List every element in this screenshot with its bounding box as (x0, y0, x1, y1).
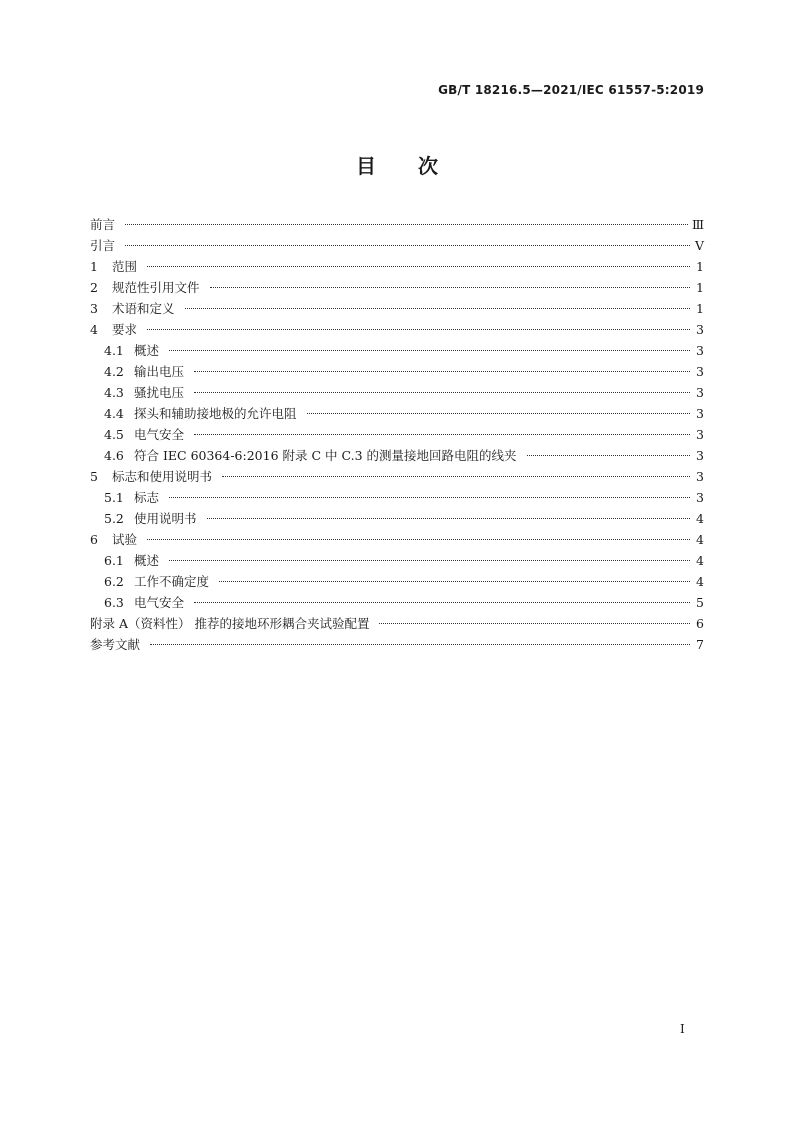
toc-entry[interactable] (90, 529, 704, 550)
toc-entry-page: 7 (696, 637, 704, 652)
toc-entry-title (90, 634, 146, 655)
dot-leader (527, 455, 690, 456)
page-number-footer: I (680, 1022, 685, 1036)
toc-entry-title (104, 592, 190, 613)
dot-leader (169, 350, 690, 351)
toc-entry[interactable] (90, 340, 704, 361)
toc-entry-page: 3 (696, 490, 704, 505)
toc-entry[interactable] (90, 487, 704, 508)
toc-entry-title (90, 529, 143, 550)
dot-leader (125, 224, 688, 225)
toc-entry-title (90, 298, 181, 319)
toc-entry[interactable] (90, 214, 704, 235)
toc-entry[interactable] (90, 592, 704, 613)
toc-entry-label: 概述 (134, 343, 160, 358)
toc-entry-label: 符合 IEC 60364-6:2016 附录 C 中 C.3 的测量接地回路电阻的线夹 (134, 448, 517, 463)
page-title: 目次 (356, 154, 480, 178)
toc-entry-label: 要求 (112, 322, 138, 337)
toc-entry-page: 4 (696, 511, 704, 526)
dot-leader (147, 266, 690, 267)
toc-entry-label: 输出电压 (134, 364, 185, 379)
toc-entry-number: 6.3 (104, 595, 124, 610)
dot-leader (207, 518, 690, 519)
dot-leader (307, 413, 690, 414)
toc-entry-number: 4 (90, 322, 98, 337)
toc-entry-title (104, 382, 190, 403)
dot-leader (194, 434, 690, 435)
toc-entry-number: 2 (90, 280, 98, 295)
dot-leader (210, 287, 690, 288)
toc-entry-label: 标志 (134, 490, 160, 505)
toc-entry-number: 4.4 (104, 406, 124, 421)
toc-entry[interactable] (90, 571, 704, 592)
toc-entry-number: 4.3 (104, 385, 124, 400)
toc-entry-label: 术语和定义 (112, 301, 175, 316)
toc-entry-page: 3 (696, 343, 704, 358)
toc-entry-number: 3 (90, 301, 98, 316)
toc-entry-number: 5 (90, 469, 98, 484)
toc-entry-title (104, 445, 523, 466)
dot-leader (219, 581, 690, 582)
toc-entry-label: 规范性引用文件 (112, 280, 200, 295)
dot-leader (194, 392, 690, 393)
toc-entry[interactable] (90, 277, 704, 298)
toc-entry-title (90, 466, 218, 487)
toc-entry-page: 4 (696, 532, 704, 547)
toc-entry-number: 4.5 (104, 427, 124, 442)
toc-entry[interactable] (90, 508, 704, 529)
dot-leader (222, 476, 690, 477)
toc-entry-number: 6 (90, 532, 98, 547)
toc-entry[interactable] (90, 550, 704, 571)
toc-entry-label: 前言 (90, 217, 116, 232)
toc-entry-title (104, 361, 190, 382)
toc-entry[interactable] (90, 634, 704, 655)
toc-entry-label: 标志和使用说明书 (112, 469, 213, 484)
toc-entry-label: 参考文献 (90, 637, 141, 652)
toc-entry-title (104, 571, 215, 592)
toc-entry-page: 6 (696, 616, 704, 631)
toc-entry-page: 3 (696, 427, 704, 442)
dot-leader (147, 329, 690, 330)
dot-leader (147, 539, 690, 540)
toc-entry-title (90, 319, 143, 340)
toc-entry-title (104, 508, 203, 529)
toc-entry-page: 5 (696, 595, 704, 610)
toc-entry-title (104, 487, 165, 508)
toc-entry-title (104, 424, 190, 445)
toc-entry-number: 5.1 (104, 490, 124, 505)
toc-entry-title (90, 613, 375, 634)
toc-entry-page: 4 (696, 574, 704, 589)
toc-entry[interactable] (90, 319, 704, 340)
toc-entry-label: 电气安全 (134, 427, 185, 442)
dot-leader (150, 644, 690, 645)
toc-entry-page: 3 (696, 385, 704, 400)
standard-number-header: GB/T 18216.5—2021/IEC 61557-5:2019 (438, 83, 704, 97)
toc-entry-page: 1 (696, 301, 704, 316)
toc-entry-title (104, 550, 165, 571)
toc-entry[interactable] (90, 298, 704, 319)
toc-entry[interactable] (90, 445, 704, 466)
table-of-contents (90, 214, 704, 655)
toc-entry-page: 3 (696, 322, 704, 337)
toc-entry-number: 6.2 (104, 574, 124, 589)
toc-entry-label: 骚扰电压 (134, 385, 185, 400)
toc-entry-number: 6.1 (104, 553, 124, 568)
toc-entry-title (104, 403, 303, 424)
toc-entry-page: 3 (696, 406, 704, 421)
toc-entry[interactable] (90, 403, 704, 424)
toc-entry-number: 5.2 (104, 511, 124, 526)
toc-entry-label: 电气安全 (134, 595, 185, 610)
toc-entry-label: 试验 (112, 532, 138, 547)
toc-entry[interactable] (90, 424, 704, 445)
toc-entry-page: 3 (696, 469, 704, 484)
dot-leader (169, 560, 690, 561)
toc-entry-title (104, 340, 165, 361)
toc-entry-page: 4 (696, 553, 704, 568)
toc-entry[interactable] (90, 235, 704, 256)
toc-entry[interactable] (90, 382, 704, 403)
dot-leader (379, 623, 690, 624)
toc-entry-number: 4.1 (104, 343, 124, 358)
toc-entry[interactable] (90, 466, 704, 487)
dot-leader (125, 245, 690, 246)
toc-entry[interactable] (90, 256, 704, 277)
toc-entry-label: 附录 A（资料性） 推荐的接地环形耦合夹试验配置 (90, 616, 370, 631)
toc-entry[interactable] (90, 613, 704, 634)
toc-entry-label: 范围 (112, 259, 138, 274)
toc-entry-label: 引言 (90, 238, 116, 253)
toc-entry-label: 概述 (134, 553, 160, 568)
toc-entry-page: 1 (696, 280, 704, 295)
toc-entry-label: 使用说明书 (134, 511, 197, 526)
toc-entry-page: Ⅲ (691, 217, 704, 232)
toc-entry-title (90, 214, 121, 235)
toc-entry-number: 4.6 (104, 448, 124, 463)
toc-entry-title (90, 235, 121, 256)
dot-leader (169, 497, 690, 498)
toc-entry-page: 3 (696, 364, 704, 379)
toc-entry-title (90, 256, 143, 277)
toc-entry-page: 3 (696, 448, 704, 463)
toc-entry-page: 1 (696, 259, 704, 274)
toc-entry-title (90, 277, 206, 298)
dot-leader (194, 371, 690, 372)
toc-entry-label: 探头和辅助接地极的允许电阻 (134, 406, 297, 421)
dot-leader (194, 602, 690, 603)
toc-entry-number: 1 (90, 259, 98, 274)
toc-entry[interactable] (90, 361, 704, 382)
toc-entry-number: 4.2 (104, 364, 124, 379)
toc-entry-label: 工作不确定度 (134, 574, 210, 589)
toc-entry-page: Ⅴ (694, 238, 704, 253)
dot-leader (185, 308, 690, 309)
